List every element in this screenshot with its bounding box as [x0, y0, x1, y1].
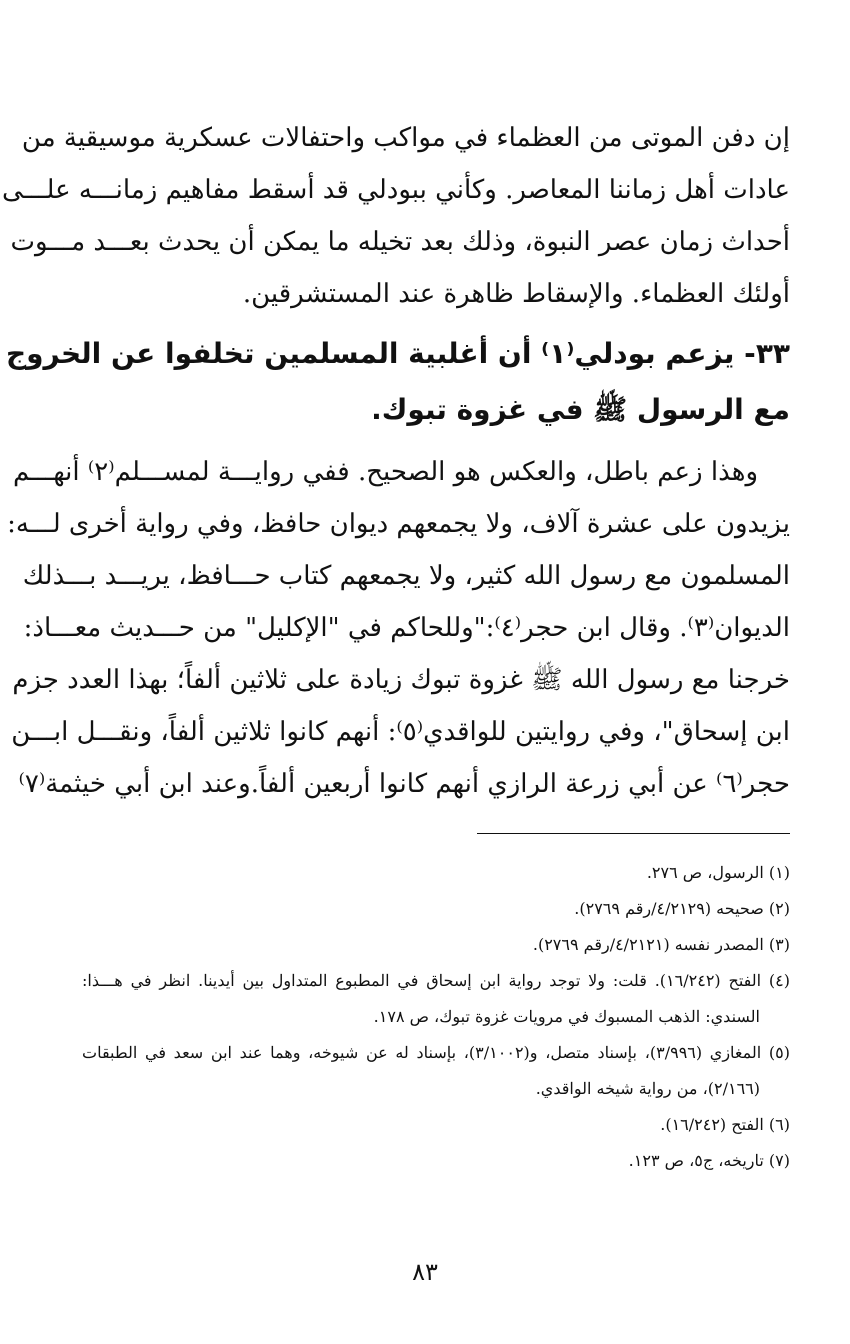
footnote-item: (٤) الفتح (١٦/٢٤٢). قلت: ولا توجد رواية ابن إسحاق في المطبوع المتداول بين أيدينا. انظر في هـــذا: — [82, 971, 790, 990]
footnote-item: (٧) تاريخه، ج٥، ص ١٢٣. — [628, 1151, 790, 1170]
text-line: أولئك العظماء. والإسقاط ظاهرة عند المستشرقين. — [242, 279, 790, 309]
text-line: ابن إسحاق"، وفي روايتين للواقدي⁽٥⁾: أنهم كانوا ثلاثين ألفاً، ونقـــل ابـــن — [11, 717, 790, 747]
text-line: الديوان⁽٣⁾. وقال ابن حجر⁽٤⁾:"وللحاكم في "الإكليل" من حـــديث معـــاذ: — [23, 613, 790, 643]
text-line: وهذا زعم باطل، والعكس هو الصحيح. ففي روايـــة لمســـلم⁽٢⁾ أنهـــم — [13, 457, 758, 487]
footnote-divider — [477, 833, 790, 834]
text-line: حجر⁽٦⁾ عن أبي زرعة الرازي أنهم كانوا أربعين ألفاً.وعند ابن أبي خيثمة⁽٧⁾ — [18, 769, 790, 799]
text-line: خرجنا مع رسول الله ﷺ غزوة تبوك زيادة على ثلاثين ألفاً؛ بهذا العدد جزم — [12, 665, 790, 695]
text-line: عادات أهل زماننا المعاصر. وكأني ببودلي قد أسقط مفاهيم زمانـــه علـــى — [1, 175, 790, 205]
footnotes — [82, 855, 790, 1179]
footnote-item: (١) الرسول، ص ٢٧٦. — [646, 863, 790, 882]
footnote-continuation: (٢/١٦٦)، من رواية شيخه الواقدي. — [535, 1079, 760, 1098]
footnote-item: (٢) صحيحه (٤/٢١٢٩/رقم ٢٧٦٩). — [574, 899, 790, 918]
page-body — [1, 112, 790, 810]
footnote-item: (٥) المغازي (٣/٩٩٦)، بإسناد متصل، و(٣/١٠٠٢)، بإسناد له عن شيوخه، وهما عند ابن سعد في الطبقات — [82, 1043, 791, 1062]
text-line: أحداث زمان عصر النبوة، وذلك بعد تخيله ما يمكن أن يحدث بعـــد مـــوت — [10, 227, 790, 257]
heading-line: مع الرسول ﷺ في غزوة تبوك. — [371, 393, 790, 426]
text-line: يزيدون على عشرة آلاف، ولا يجمعهم ديوان حافظ، وفي رواية أخرى لـــه: — [7, 509, 790, 539]
footnote-item: (٣) المصدر نفسه (٤/٢١٢١/رقم ٢٧٦٩). — [532, 935, 790, 954]
text-line: المسلمون مع رسول الله كثير، ولا يجمعهم كتاب حـــافظ، يريـــد بـــذلك — [22, 561, 790, 591]
text-line: إن دفن الموتى من العظماء في مواكب واحتفالات عسكرية موسيقية من — [21, 123, 790, 153]
footnote-continuation: السندي: الذهب المسبوك في مرويات غزوة تبوك، ص ١٧٨. — [373, 1007, 760, 1026]
section-heading — [5, 326, 790, 438]
main-paragraph — [7, 446, 790, 810]
footnote-item: (٦) الفتح (١٦/٢٤٢). — [660, 1115, 790, 1134]
page-number: ٨٣ — [412, 1258, 438, 1286]
intro-paragraph — [1, 112, 790, 320]
heading-line: ٣٣- يزعم بودلي⁽١⁾ أن أغلبية المسلمين تخلفوا عن الخروج — [5, 337, 790, 370]
